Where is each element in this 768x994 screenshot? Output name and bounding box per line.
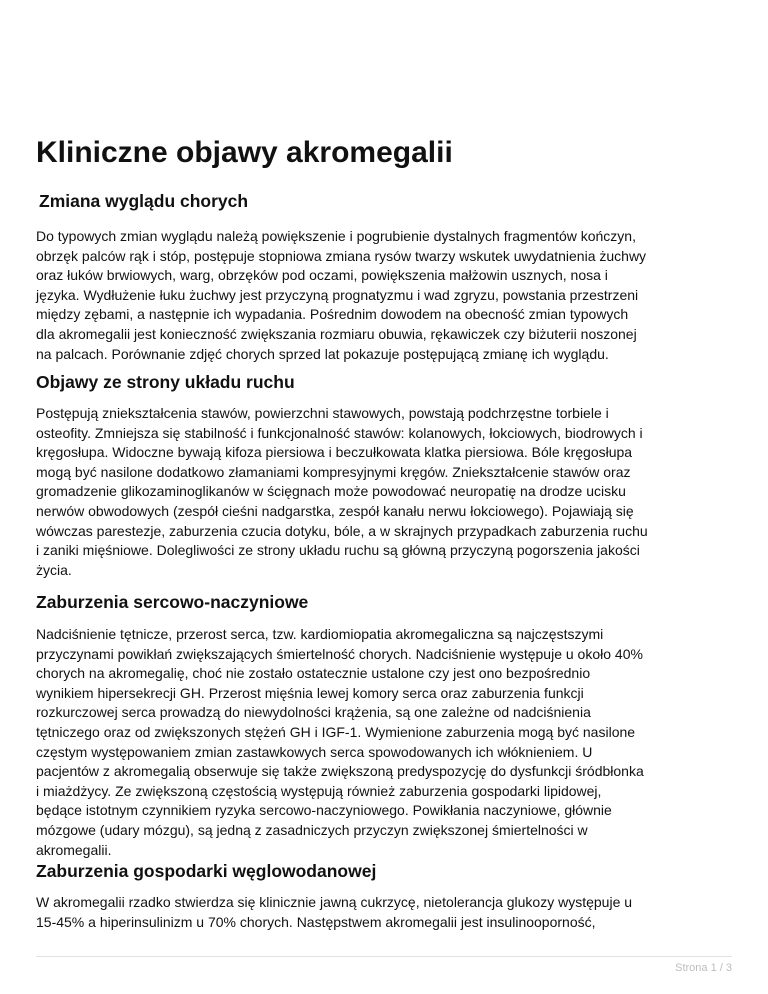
section-paragraph-musculoskeletal	[36, 404, 736, 580]
paragraph-line: życia.	[36, 561, 72, 578]
paragraph-line: i zaniki mięśniowe. Dolegliwości ze strony układu ruchu są główną przyczyną pogorszenia jakości	[36, 542, 640, 559]
paragraph-line: osteofity. Zmniejsza się stabilność i funkcjonalność stawów: kolanowych, łokciowych, biodrowych i	[36, 424, 643, 441]
paragraph-line: kręgosłupa. Widoczne bywają kifoza piersiowa i beczułkowata klatka piersiowa. Bóle kręgosłupa	[36, 444, 633, 461]
paragraph-line: rozkurczowej serca prowadzą do niewydolności krążenia, są one zależne od nadciśnienia	[36, 704, 591, 721]
paragraph-line: pacjentów z akromegalią obserwuje się także zwiększoną predyspozycję do dysfunkcji śródbłonka	[36, 763, 644, 780]
paragraph-line: chorych na akromegalię, choć nie zostało ostatecznie ustalone czy jest ono bezpośrednio	[36, 665, 591, 682]
paragraph-line: tętniczego oraz od zwiększonych stężeń GH i IGF-1. Wymienione zaburzenia mogą być nasilone	[36, 723, 636, 740]
paragraph-line: 15-45% a hiperinsulinizm u 70% chorych. Następstwem akromegalii jest insulinooporność,	[36, 913, 596, 930]
section-heading-carbohydrate: Zaburzenia gospodarki węglowodanowej	[36, 861, 377, 881]
section-paragraph-cardiovascular	[36, 625, 736, 860]
paragraph-line: gromadzenie glikozaminoglikanów w ścięgnach może powodować neuropatię na drodze ucisku	[36, 483, 626, 500]
footer-divider	[36, 956, 732, 957]
section-paragraph-carbohydrate	[36, 893, 736, 932]
paragraph-line: częstym występowaniem zmian zastawkowych serca spowodowanych ich włóknieniem. U	[36, 743, 593, 760]
paragraph-line: i miażdżycy. Ze zwiększoną częstością występują również zaburzenia gospodarki lipidowej,	[36, 782, 602, 799]
paragraph-line: obrzęk palców rąk i stóp, postępuje stopniowa zmiana rysów twarzy wskutek uwydatnienia żuchwy	[36, 247, 647, 264]
paragraph-line: Postępują zniekształcenia stawów, powierzchni stawowych, powstają podchrzęstne torbiele i	[36, 405, 609, 421]
paragraph-line: Nadciśnienie tętnicze, przerost serca, tzw. kardiomiopatia akromegaliczna są najczęstszymi	[36, 626, 604, 642]
page-number: Strona 1 / 3	[675, 962, 732, 974]
paragraph-line: W akromegalii rzadko stwierdza się klinicznie jawną cukrzycę, nietolerancja glukozy występuje u	[36, 894, 633, 910]
paragraph-line: nerwów obwodowych (zespół cieśni nadgarstka, zespół kanału nerwu łokciowego). Pojawiają się	[36, 502, 634, 519]
section-heading-musculoskeletal: Objawy ze strony układu ruchu	[36, 372, 295, 392]
document-title: Kliniczne objawy akromegalii	[36, 136, 453, 169]
paragraph-line: przyczynami powikłań zwiększających śmiertelność chorych. Nadciśnienie występuje u około 40%	[36, 645, 643, 662]
paragraph-line: między zębami, a następnie ich wypadania. Pośrednim dowodem na obecność zmian typowych	[36, 306, 629, 323]
paragraph-line: dla akromegalii jest konieczność zwiększania rozmiaru obuwia, rękawiczek czy biżuterii noszonej	[36, 325, 637, 342]
paragraph-line: wówczas parestezje, zaburzenia czucia dotyku, bóle, a w skrajnych przypadkach zaburzenia ruchu	[36, 522, 648, 539]
section-paragraph-appearance	[36, 227, 736, 364]
paragraph-line: oraz łuków brwiowych, warg, obrzęków pod oczami, powiększenia małżowin usznych, nosa i	[36, 267, 608, 284]
paragraph-line: będące istotnym czynnikiem ryzyka sercowo-naczyniowego. Powikłania naczyniowe, głównie	[36, 802, 612, 819]
paragraph-line: mózgowe (udary mózgu), są jedną z zasadniczych przyczyn zwiększonej śmiertelności w	[36, 821, 588, 838]
paragraph-line: wynikiem hipersekrecji GH. Przerost mięśnia lewej komory serca oraz zaburzenia funkcji	[36, 684, 584, 701]
paragraph-line: Do typowych zmian wyglądu należą powiększenie i pogrubienie dystalnych fragmentów kończyn,	[36, 228, 636, 244]
section-heading-appearance: Zmiana wyglądu chorych	[39, 191, 249, 211]
section-heading-cardiovascular: Zaburzenia sercowo-naczyniowe	[36, 592, 309, 612]
paragraph-line: akromegalii.	[36, 841, 112, 858]
paragraph-line: języka. Wydłużenie łuku żuchwy jest przyczyną prognatyzmu i wad zgryzu, powstania przestrzeni	[36, 286, 639, 303]
paragraph-line: na palcach. Porównanie zdjęć chorych sprzed lat pokazuje postępującą zmianę ich wyglądu.	[36, 345, 609, 362]
paragraph-line: mogą być nasilone dodatkowo złamaniami kompresyjnymi kręgów. Zniekształcenie stawów oraz	[36, 463, 631, 480]
